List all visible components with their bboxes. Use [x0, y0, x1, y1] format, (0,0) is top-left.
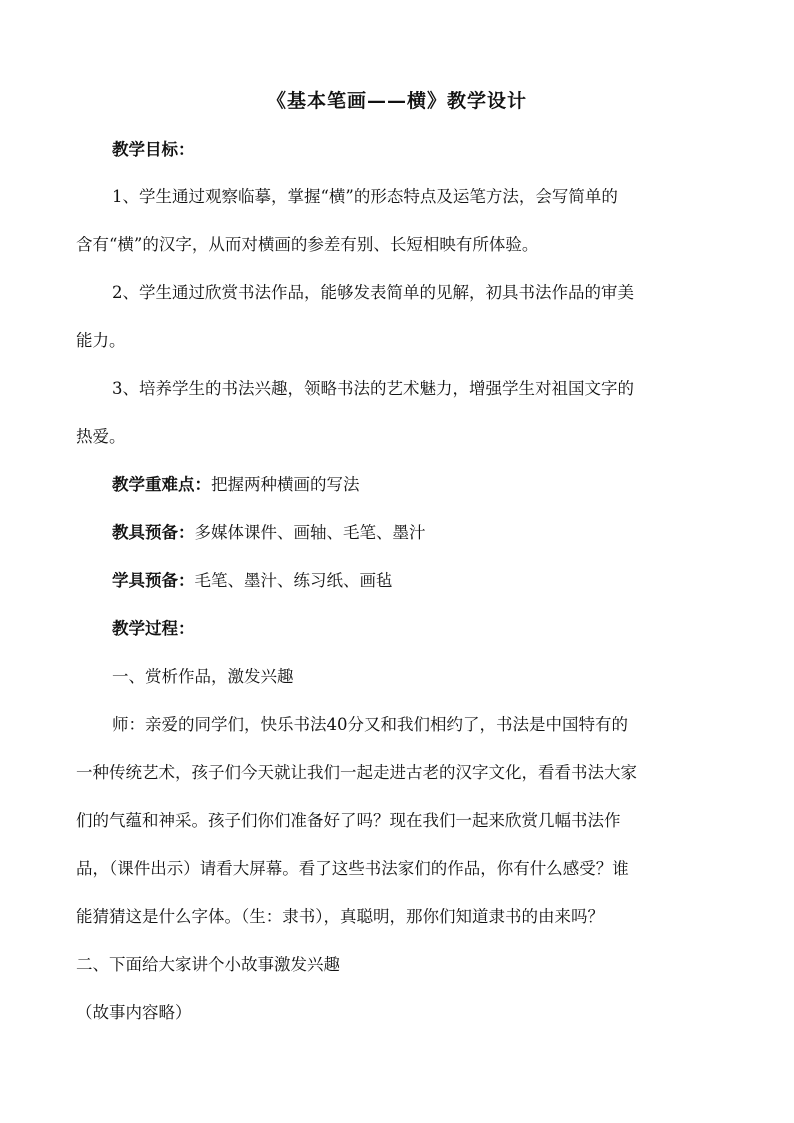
paragraph-1-line-3: 们的气蕴和神采。孩子们你们准备好了吗？现在我们一起来欣赏几幅书法作	[76, 811, 621, 830]
key-points-value: 把握两种横画的写法	[211, 475, 360, 494]
student-tools-row	[112, 569, 726, 593]
objective-2-line-2: 能力。	[76, 331, 126, 350]
teacher-tools-label: 教具预备：	[112, 523, 195, 542]
key-points-label: 教学重难点：	[112, 475, 211, 494]
process-heading: 教学过程：	[112, 619, 195, 638]
student-tools-value: 毛笔、墨汁、练习纸、画毡	[194, 571, 393, 590]
teacher-tools-value: 多媒体课件、画轴、毛笔、墨汁	[194, 523, 426, 542]
section-1-heading: 一、赏析作品，激发兴趣	[112, 667, 294, 686]
objective-1-line-1: 1、学生通过观察临摹，掌握“横”的形态特点及运笔方法，会写简单的	[112, 187, 618, 206]
paragraph-1-line-2: 一种传统艺术，孩子们今天就让我们一起走进古老的汉字文化，看看书法大家	[76, 763, 637, 782]
key-points-row	[112, 473, 726, 497]
student-tools-label: 学具预备：	[112, 571, 195, 590]
objectives-heading: 教学目标：	[112, 140, 195, 159]
teacher-tools-row	[112, 521, 726, 545]
objective-2-line-1: 2、学生通过欣赏书法作品，能够发表简单的见解，初具书法作品的审美	[112, 283, 634, 302]
story-note: （故事内容略）	[76, 1003, 192, 1022]
paragraph-1-line-4: 品，（课件出示）请看大屏幕。看了这些书法家们的作品，你有什么感受？谁	[76, 859, 629, 878]
document-title: 《基本笔画——横》教学设计	[266, 90, 527, 112]
objective-3-line-1: 3、培养学生的书法兴趣，领略书法的艺术魅力，增强学生对祖国文字的	[112, 379, 634, 398]
objective-1-line-2: 含有“横”的汉字，从而对横画的参差有别、长短相映有所体验。	[76, 235, 539, 254]
objective-3-line-2: 热爱。	[76, 427, 126, 446]
section-2-heading: 二、下面给大家讲个小故事激发兴趣	[76, 955, 340, 974]
paragraph-1-line-5: 能猜猜这是什么字体。（生：隶书），真聪明，那你们知道隶书的由来吗？	[76, 907, 604, 926]
paragraph-1-line-1: 师：亲爱的同学们，快乐书法40分又和我们相约了，书法是中国特有的	[112, 715, 628, 734]
